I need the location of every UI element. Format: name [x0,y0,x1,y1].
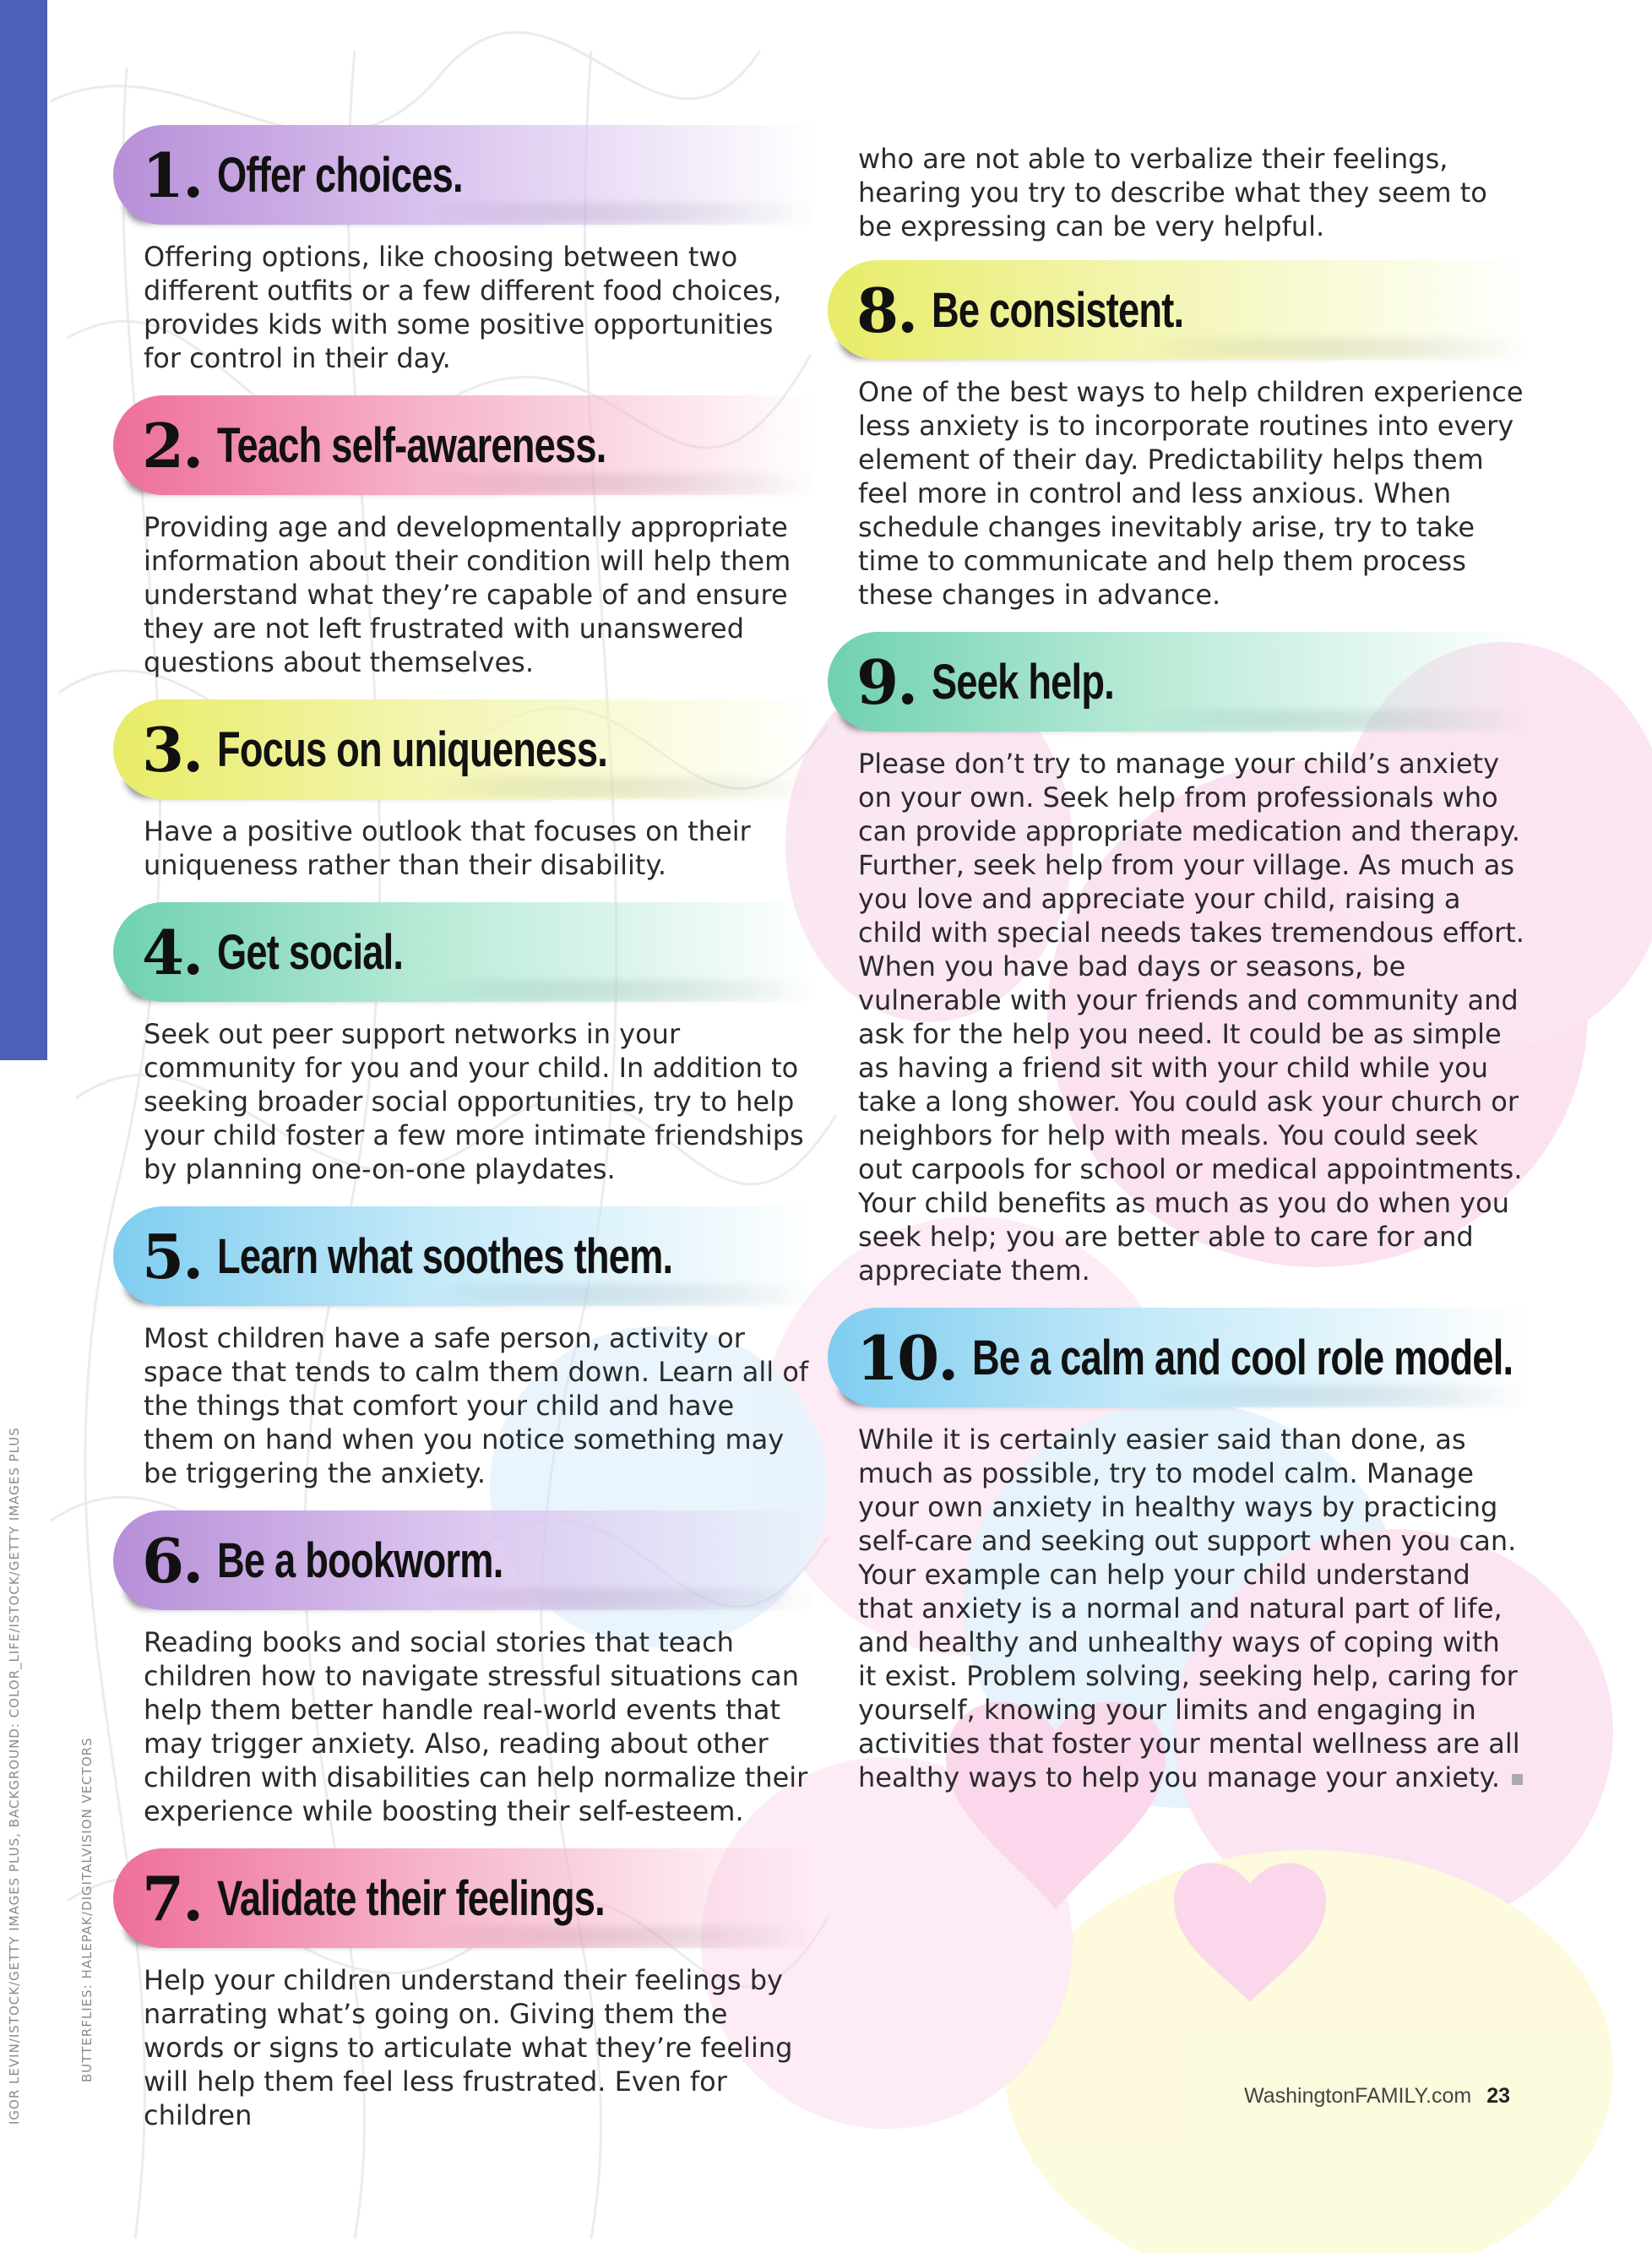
photo-credit-line1: IGOR LEVIN/ISTOCK/GETTY IMAGES PLUS, BACKGROUND: COLOR_LIFE/ISTOCK/GETTY IMAGES PLUS [7,1427,22,2125]
tip-6-header [113,1510,814,1610]
tip-9-title: Seek help. [932,654,1115,710]
tip-10 [828,1308,1529,1794]
tip-2-number: 2. [142,409,203,482]
tip-8 [828,260,1529,612]
tip-2-body: Providing age and developmentally appropriate information about their condition will help them understand what they’re capable of and ensure they are not left frustrated with unanswered questions about themselves. [144,511,791,678]
tip-5-header [113,1206,814,1306]
tip-10-header [828,1308,1529,1407]
page-footer [1244,2084,1510,2109]
tip-4-title: Get social. [217,924,404,980]
tip-1 [113,125,814,375]
tip-8-header [828,260,1529,360]
tip-1-title: Offer choices. [217,147,463,203]
end-of-article-mark [1512,1774,1523,1785]
tip-10-body: While it is certainly easier said than done, as much as possible, try to model calm. Manage your own anxiety in healthy ways by practicing self-care and seeking out support when you can. Your example can help your child understand that anxiety is a normal and natural part of life, and healthy and unhealthy ways of coping with it exist. Problem solving, seeking help, caring for yourself, knowing your limits and engaging in activities that foster your mental wellness are all healthy ways to help you manage your anxiety. [858,1423,1520,1793]
tip-5-body: Most children have a safe person, activity or space that tends to calm them down. Learn all of the things that comfort your child and have them on hand when you notice something may be triggering the anxiety. [144,1322,809,1489]
tip-7-body: Help your children understand their feelings by narrating what’s going on. Giving them the words or signs to articulate what they’re feeling will help them feel less frustrated. Even for children [144,1964,793,2131]
tip-4-number: 4. [142,916,203,988]
tip-9-body: Please don’t try to manage your child’s anxiety on your own. Seek help from professionals who can provide appropriate medication and therapy. Further, seek help from your village. As much as you love and appreciate your child, raising a child with special needs takes tremendous effort. When you have bad days or seasons, be vulnerable with your friends and community and ask for the help you need. It could be as simple as having a friend sit with your child while you take a long shower. You could ask your church or neighbors for help with meals. You could seek out carpools for school or medical appointments. Your child benefits as much as you do when you seek help; you are better able to care for and appreciate them. [858,748,1524,1287]
tip-7-header [113,1848,814,1948]
tip-6-title: Be a bookworm. [217,1532,503,1588]
tip-7 [113,1848,814,2132]
tip-6-body: Reading books and social stories that teach children how to navigate stressful situations can help them better handle real-world events that may trigger anxiety. Also, reading about other children with disabilities can help normalize their experience while boosting their self-esteem. [144,1626,808,1827]
tip-6 [113,1510,814,1828]
tip-8-number: 8. [856,274,917,346]
tip-3-number: 3. [142,713,203,786]
photo-credit-line2: BUTTERFLIES: HALEPAK/DIGITALVISION VECTORS [79,1737,95,2082]
tip-10-body-wrap [858,1423,1525,1794]
tip-2 [113,395,814,679]
tip-3 [113,699,814,882]
tip-9-number: 9. [856,645,917,718]
tip-5-title: Learn what soothes them. [217,1228,673,1284]
tip-3-body: Have a positive outlook that focuses on their uniqueness rather than their disability. [144,815,751,881]
tip-10-title: Be a calm and cool role model. [972,1330,1513,1385]
tip-4-header [113,902,814,1002]
tip-5 [113,1206,814,1490]
tip-9 [828,632,1529,1287]
tip-8-title: Be consistent. [932,282,1184,338]
tip-2-title: Teach self-awareness. [217,417,606,473]
tip-8-body: One of the best ways to help children experience less anxiety is to incorporate routines into every element of their day. Predictability helps them feel more in control and less anxious. When schedule changes inevitably arise, try to take time to communicate and help them process these changes in advance. [858,376,1524,611]
tip-4-body: Seek out peer support networks in your community for you and your child. In addition to seeking broader social opportunities, try to help your child foster a few more intimate friendships by planning one-on-one playdates. [144,1018,804,1185]
tip-10-number: 10. [856,1321,958,1394]
left-column [113,125,814,2132]
tip-7-number: 7. [142,1862,203,1935]
tip-3-header [113,699,814,799]
tip-4 [113,902,814,1186]
right-column [828,142,1529,1794]
page-number: 23 [1486,2084,1510,2108]
tip-5-number: 5. [142,1220,203,1292]
tip-9-header [828,632,1529,732]
tip-2-header [113,395,814,495]
tip-3-title: Focus on uniqueness. [217,721,608,777]
tip-1-header [113,125,814,225]
sidebar-accent-bar [0,0,47,1060]
tip-7-continuation: who are not able to verbalize their feelings, hearing you try to describe what they seem to be expressing can be very helpful. [858,143,1487,242]
tip-1-body: Offering options, like choosing between two different outfits or a few different food choices, provides kids with some positive opportunities for control in their day. [144,241,782,374]
tip-7-title: Validate their feelings. [217,1870,606,1926]
tip-1-number: 1. [142,139,203,211]
tip-6-number: 6. [142,1524,203,1597]
footer-site: WashingtonFAMILY.com [1244,2084,1472,2108]
